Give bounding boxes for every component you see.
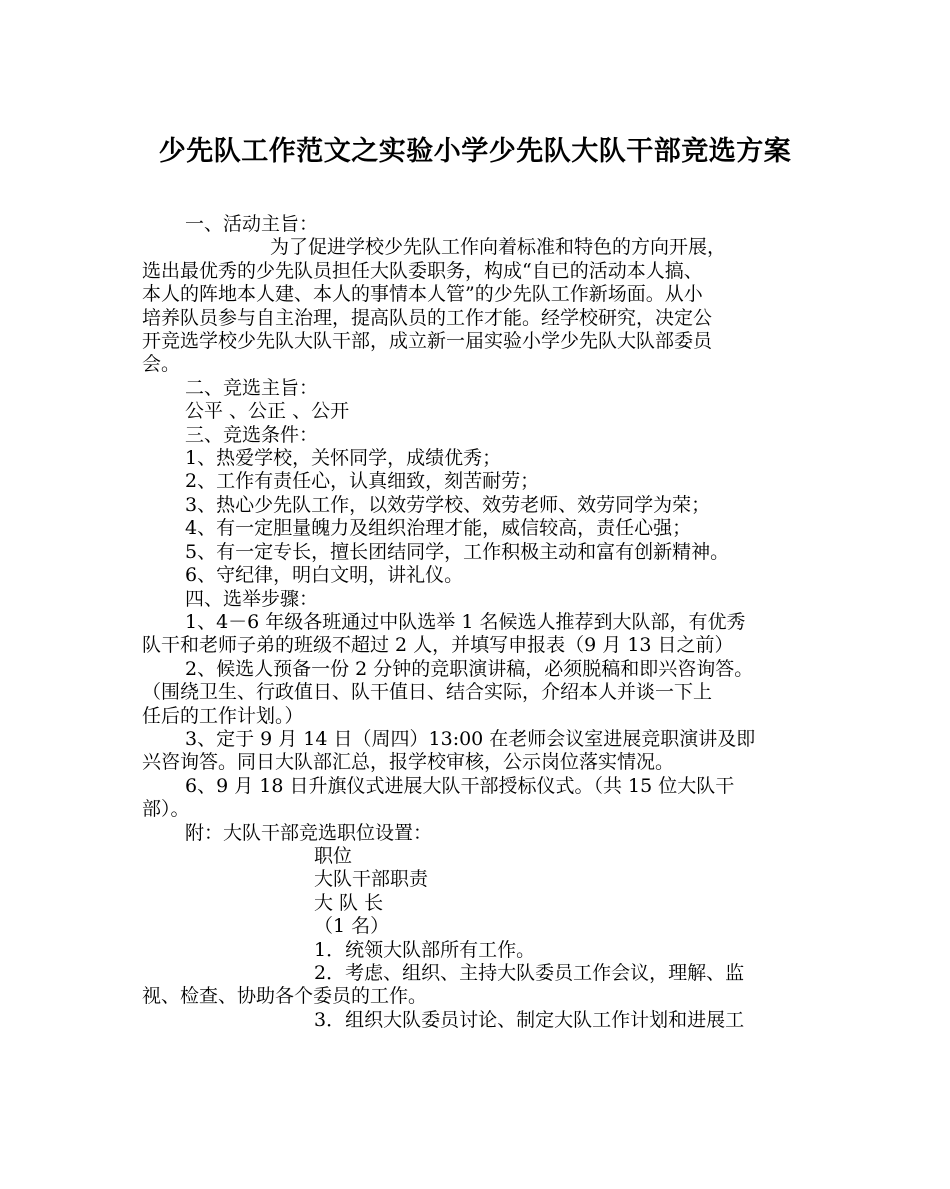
- section-heading-steps: 四、选举步骤：: [185, 587, 319, 610]
- section-heading-purpose: 一、活动主旨：: [185, 213, 319, 235]
- list-item: 2、候选人预备一份 2 分钟的竞职演讲稿，必须脱稿和即兴咨询答。: [185, 657, 754, 680]
- list-item: 1、4－6 年级各班通过中队选举 1 名候选人推荐到大队部，有优秀: [185, 610, 746, 633]
- table-header-position: 职位: [314, 844, 353, 867]
- list-item: 6、守纪律，明白文明，讲礼仪。: [185, 564, 464, 587]
- paragraph-line: 选出最优秀的少先队员担任大队委职务，构成“自已的活动本人搞、: [142, 259, 703, 282]
- paragraph-line: 队干和老师子弟的班级不超过 2 人，并填写申报表（9 月 13 日之前）: [142, 634, 734, 657]
- paragraph-line: 为了促进学校少先队工作向着标准和特色的方向开展，: [270, 236, 727, 259]
- position-count: （1 名）: [314, 915, 390, 938]
- paragraph-line: 视、检查、协助各个委员的工作。: [142, 985, 428, 1008]
- section-heading-conditions: 三、竞选条件：: [185, 423, 319, 446]
- paragraph-line: 本人的阵地本人建、本人的事情本人管”的少先队工作新场面。从小: [142, 283, 703, 306]
- section-heading-principle: 二、竞选主旨：: [185, 376, 319, 399]
- duty-item: 3．组织大队委员讨论、制定大队工作计划和进展工: [314, 1008, 745, 1031]
- duty-item: 2．考虑、组织、主持大队委员工作会议，理解、监: [314, 962, 745, 984]
- list-item: 1、热爱学校，关怀同学，成绩优秀；: [185, 447, 502, 470]
- table-header-duties: 大队干部职责: [314, 868, 429, 891]
- document-title: 少先队工作范文之实验小学少先队大队干部竞选方案: [158, 136, 792, 167]
- paragraph-line: 部）。: [142, 798, 190, 821]
- paragraph-line: 会。: [142, 353, 181, 376]
- list-item: 6、9 月 18 日升旗仪式进展大队干部授标仪式。（共 15 位大队干: [185, 774, 735, 797]
- paragraph-line: 兴咨询答。同日大队部汇总，报学校审核，公示岗位落实情况。: [142, 751, 675, 774]
- document-body: [142, 213, 822, 1032]
- list-item: 3、定于 9 月 14 日（周四）13:00 在老师会议室进展竞职演讲及即: [185, 727, 756, 750]
- duty-item: 1．统领大队部所有工作。: [314, 938, 536, 961]
- paragraph-line: 培养队员参与自主治理，提高队员的工作才能。经学校研究，决定公: [142, 306, 713, 329]
- paragraph-line: 任后的工作计划。）: [142, 704, 304, 727]
- list-item: 3、热心少先队工作，以效劳学校、效劳老师、效劳同学为荣；: [185, 493, 711, 516]
- list-item: 2、工作有责任心，认真细致，刻苦耐劳；: [185, 470, 540, 493]
- paragraph-line: （围绕卫生、行政值日、队干值日、结合实际，介绍本人并谈一下上: [142, 681, 713, 704]
- paragraph-line: 公平 、公正 、公开: [185, 400, 350, 423]
- appendix-heading: 附：大队干部竞选职位设置：: [185, 821, 433, 844]
- list-item: 4、有一定胆量魄力及组织治理才能，威信较高，责任心强；: [185, 517, 692, 540]
- list-item: 5、有一定专长，擅长团结同学，工作积极主动和富有创新精神。: [185, 540, 730, 563]
- position-name: 大 队 长: [314, 891, 384, 914]
- paragraph-line: 开竞选学校少先队大队干部，成立新一届实验小学少先队大队部委员: [142, 330, 713, 353]
